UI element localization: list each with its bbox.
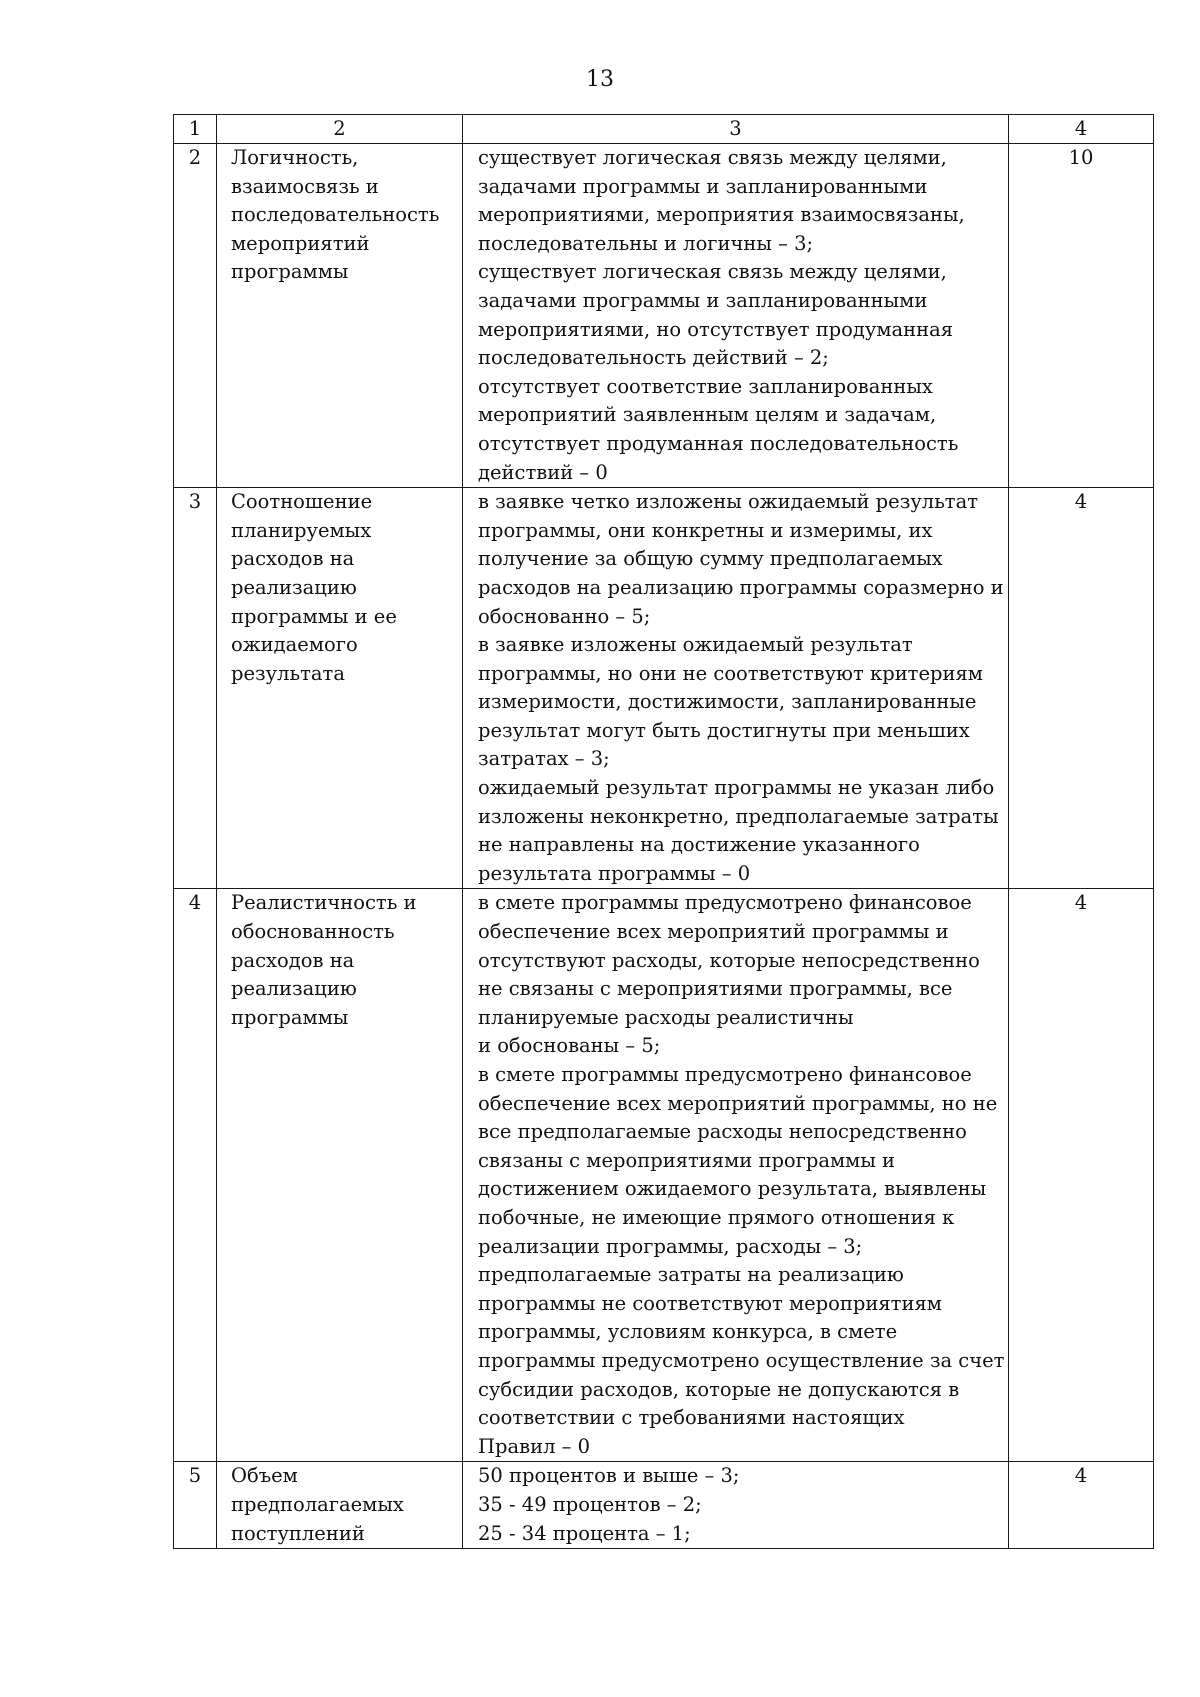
text-line: 25 - 34 процента – 1; [478, 1521, 691, 1545]
text-line: мероприятий [231, 231, 370, 255]
text-line: в смете программы предусмотрено финансовое [478, 891, 972, 915]
text-line: расходов на реализацию программы соразмерно и [478, 575, 1004, 599]
column-header-3: 3 [463, 115, 1009, 144]
text-line: существует логическая связь между целями, [478, 260, 947, 284]
text-line: задачами программы и запланированными [478, 174, 928, 198]
text-line: Соотношение [231, 490, 373, 514]
text-line: результат могут быть достигнуты при меньших [478, 718, 970, 742]
text-line: программы, они конкретны и измеримы, их [478, 518, 933, 542]
table-header-row [174, 115, 1154, 144]
criteria-table [173, 114, 1154, 1549]
text-line: предполагаемых [231, 1492, 404, 1516]
text-line: Объем [231, 1464, 298, 1488]
text-line: результата [231, 661, 345, 685]
text-line: программы не соответствуют мероприятиям [478, 1291, 942, 1315]
text-line: Логичность, [231, 146, 359, 169]
text-line: отсутствует продуманная последовательность [478, 431, 959, 455]
text-line: расходов на [231, 547, 355, 571]
text-line: субсидии расходов, которые не допускаются в [478, 1377, 960, 1401]
text-line: действий – 0 [478, 460, 608, 484]
text-line: программы [231, 1005, 349, 1029]
text-line: поступлений [231, 1521, 365, 1545]
text-line: обеспечение всех мероприятий программы и [478, 920, 949, 944]
text-line: все предполагаемые расходы непосредственно [478, 1120, 967, 1144]
max-score: 4 [1009, 889, 1154, 1462]
text-line: предполагаемые затраты на реализацию [478, 1263, 904, 1287]
text-line: 35 - 49 процентов – 2; [478, 1492, 702, 1516]
text-line: расходов на [231, 948, 355, 972]
text-line: задачами программы и запланированными [478, 288, 928, 312]
text-line: планируемых [231, 518, 372, 542]
text-line: мероприятий заявленным целям и задачам, [478, 403, 937, 427]
text-line: затратах – 3; [478, 747, 610, 771]
text-line: мероприятиями, мероприятия взаимосвязаны, [478, 203, 965, 227]
text-line: в заявке изложены ожидаемый результат [478, 633, 913, 657]
text-line: побочные, не имеющие прямого отношения к [478, 1205, 955, 1229]
criterion-name [217, 1462, 463, 1549]
text-line: получение за общую сумму предполагаемых [478, 547, 943, 571]
text-line: реализацию [231, 977, 357, 1001]
text-line: программы и ее [231, 604, 397, 628]
row-number: 5 [174, 1462, 217, 1549]
column-header-2: 2 [217, 115, 463, 144]
text-line: обоснованно – 5; [478, 604, 651, 628]
table-row [174, 488, 1154, 889]
text-line: программы [231, 260, 349, 284]
criterion-name [217, 144, 463, 488]
text-line: отсутствуют расходы, которые непосредственно [478, 948, 980, 972]
table-row [174, 889, 1154, 1462]
text-line: программы, условиям конкурса, в смете [478, 1320, 898, 1344]
text-line: связаны с мероприятиями программы и [478, 1148, 896, 1172]
text-line: обоснованность [231, 920, 395, 944]
text-line: и обоснованы – 5; [478, 1034, 661, 1058]
max-score: 4 [1009, 1462, 1154, 1549]
criterion-description [463, 889, 1009, 1462]
text-line: последовательны и логичны – 3; [478, 231, 814, 255]
criterion-name [217, 488, 463, 889]
max-score: 4 [1009, 488, 1154, 889]
row-number: 2 [174, 144, 217, 488]
text-line: не связаны с мероприятиями программы, все [478, 977, 953, 1001]
table-row [174, 144, 1154, 488]
criterion-description [463, 1462, 1009, 1549]
text-line: в заявке четко изложены ожидаемый результат [478, 490, 979, 514]
text-line: последовательность [231, 203, 440, 227]
table-row [174, 1462, 1154, 1549]
text-line: реализации программы, расходы – 3; [478, 1234, 863, 1258]
text-line: ожидаемый результат программы не указан либо [478, 776, 995, 800]
page-number: 13 [586, 67, 614, 92]
row-number: 4 [174, 889, 217, 1462]
row-number: 3 [174, 488, 217, 889]
text-line: последовательность действий – 2; [478, 346, 829, 370]
criterion-name [217, 889, 463, 1462]
text-line: результата программы – 0 [478, 861, 751, 885]
text-line: обеспечение всех мероприятий программы, но не [478, 1091, 998, 1115]
text-line: изложены неконкретно, предполагаемые затраты [478, 804, 999, 828]
criterion-description [463, 144, 1009, 488]
text-line: существует логическая связь между целями, [478, 146, 947, 169]
criterion-description [463, 488, 1009, 889]
text-line: реализацию [231, 575, 357, 599]
text-line: Правил – 0 [478, 1434, 591, 1458]
text-line: достижением ожидаемого результата, выявлены [478, 1177, 987, 1201]
text-line: программы предусмотрено осуществление за счет [478, 1348, 1005, 1372]
text-line: отсутствует соответствие запланированных [478, 374, 933, 398]
column-header-1: 1 [174, 115, 217, 144]
text-line: ожидаемого [231, 633, 358, 657]
text-line: мероприятиями, но отсутствует продуманная [478, 317, 954, 341]
column-header-4: 4 [1009, 115, 1154, 144]
text-line: планируемые расходы реалистичны [478, 1005, 854, 1029]
text-line: взаимосвязь и [231, 174, 379, 198]
max-score: 10 [1009, 144, 1154, 488]
text-line: соответствии с требованиями настоящих [478, 1406, 905, 1430]
text-line: 50 процентов и выше – 3; [478, 1464, 740, 1488]
text-line: измеримости, достижимости, запланированные [478, 690, 977, 714]
text-line: Реалистичность и [231, 891, 417, 915]
text-line: программы, но они не соответствуют критериям [478, 661, 983, 685]
text-line: в смете программы предусмотрено финансовое [478, 1063, 972, 1086]
text-line: не направлены на достижение указанного [478, 833, 920, 857]
